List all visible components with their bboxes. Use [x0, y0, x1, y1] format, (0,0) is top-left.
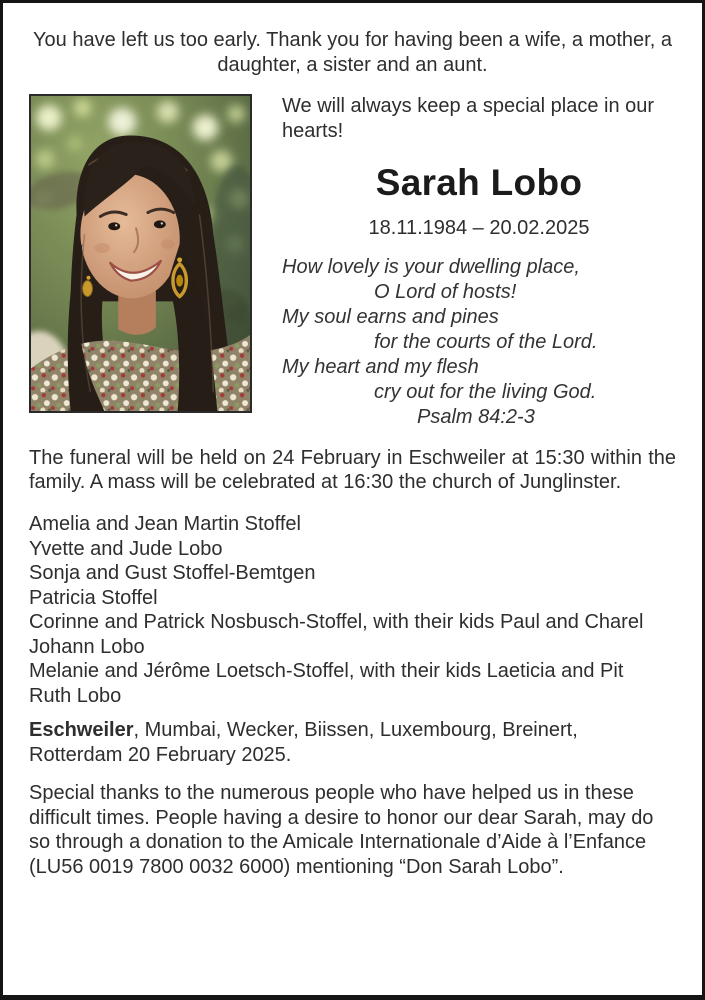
psalm-line: My soul earns and pines: [282, 306, 499, 328]
top-section: [29, 94, 676, 430]
memorial-column: [282, 94, 676, 430]
life-dates: 18.11.1984 – 20.02.2025: [368, 217, 590, 239]
family-member: Melanie and Jérôme Loetsch-Stoffel, with their kids Laeticia and Pit: [29, 660, 624, 682]
intro-text: You have left us too early. Thank you for having been a wife, a mother, a daughter, a sister and an aunt.: [33, 29, 672, 76]
places-and-date-line: [29, 718, 676, 768]
funeral-details: The funeral will be held on 24 February in Eschweiler at 15:30 within the family. A mass will be celebrated at 16:30 the church of Junglinster.: [29, 447, 676, 493]
family-member: Ruth Lobo: [29, 684, 122, 707]
lead-place: Eschweiler: [29, 719, 134, 741]
psalm-line: O Lord of hosts!: [374, 281, 517, 303]
psalm-quote: [282, 255, 676, 430]
psalm-line: cry out for the living God.: [374, 381, 597, 403]
psalm-line: for the courts of the Lord.: [374, 331, 598, 353]
family-names-list: [29, 512, 676, 708]
psalm-line: How lovely is your dwelling place,: [282, 256, 580, 278]
portrait-photo: [29, 94, 252, 413]
family-member: Corinne and Patrick Nosbusch-Stoffel, with their kids Paul and Charel: [29, 611, 644, 633]
other-places: , Mumbai, Wecker, Biissen, Luxembourg, Breinert, Rotterdam 20 February 2025.: [29, 719, 578, 766]
family-member: Sonja and Gust Stoffel-Bemtgen: [29, 562, 316, 584]
family-member: Johann Lobo: [29, 635, 145, 658]
memorial-lead-text: We will always keep a special place in our hearts!: [282, 95, 655, 142]
psalm-reference: Psalm 84:2-3: [417, 406, 535, 428]
family-member: Amelia and Jean Martin Stoffel: [29, 513, 302, 535]
family-member: Patricia Stoffel: [29, 586, 158, 609]
deceased-name: Sarah Lobo: [375, 162, 583, 203]
portrait-illustration: [31, 96, 250, 411]
thanks-paragraph: Special thanks to the numerous people who have helped us in these difficult times. People having a desire to honor our dear Sarah, may do so through a donation to the Amicale Internationale d’Aide à l’Enfance (LU56 0019 7800 0032 6000) mentioning “Don Sarah Lobo”.: [29, 782, 654, 878]
family-member: Yvette and Jude Lobo: [29, 537, 223, 560]
psalm-line: My heart and my flesh: [282, 356, 479, 378]
